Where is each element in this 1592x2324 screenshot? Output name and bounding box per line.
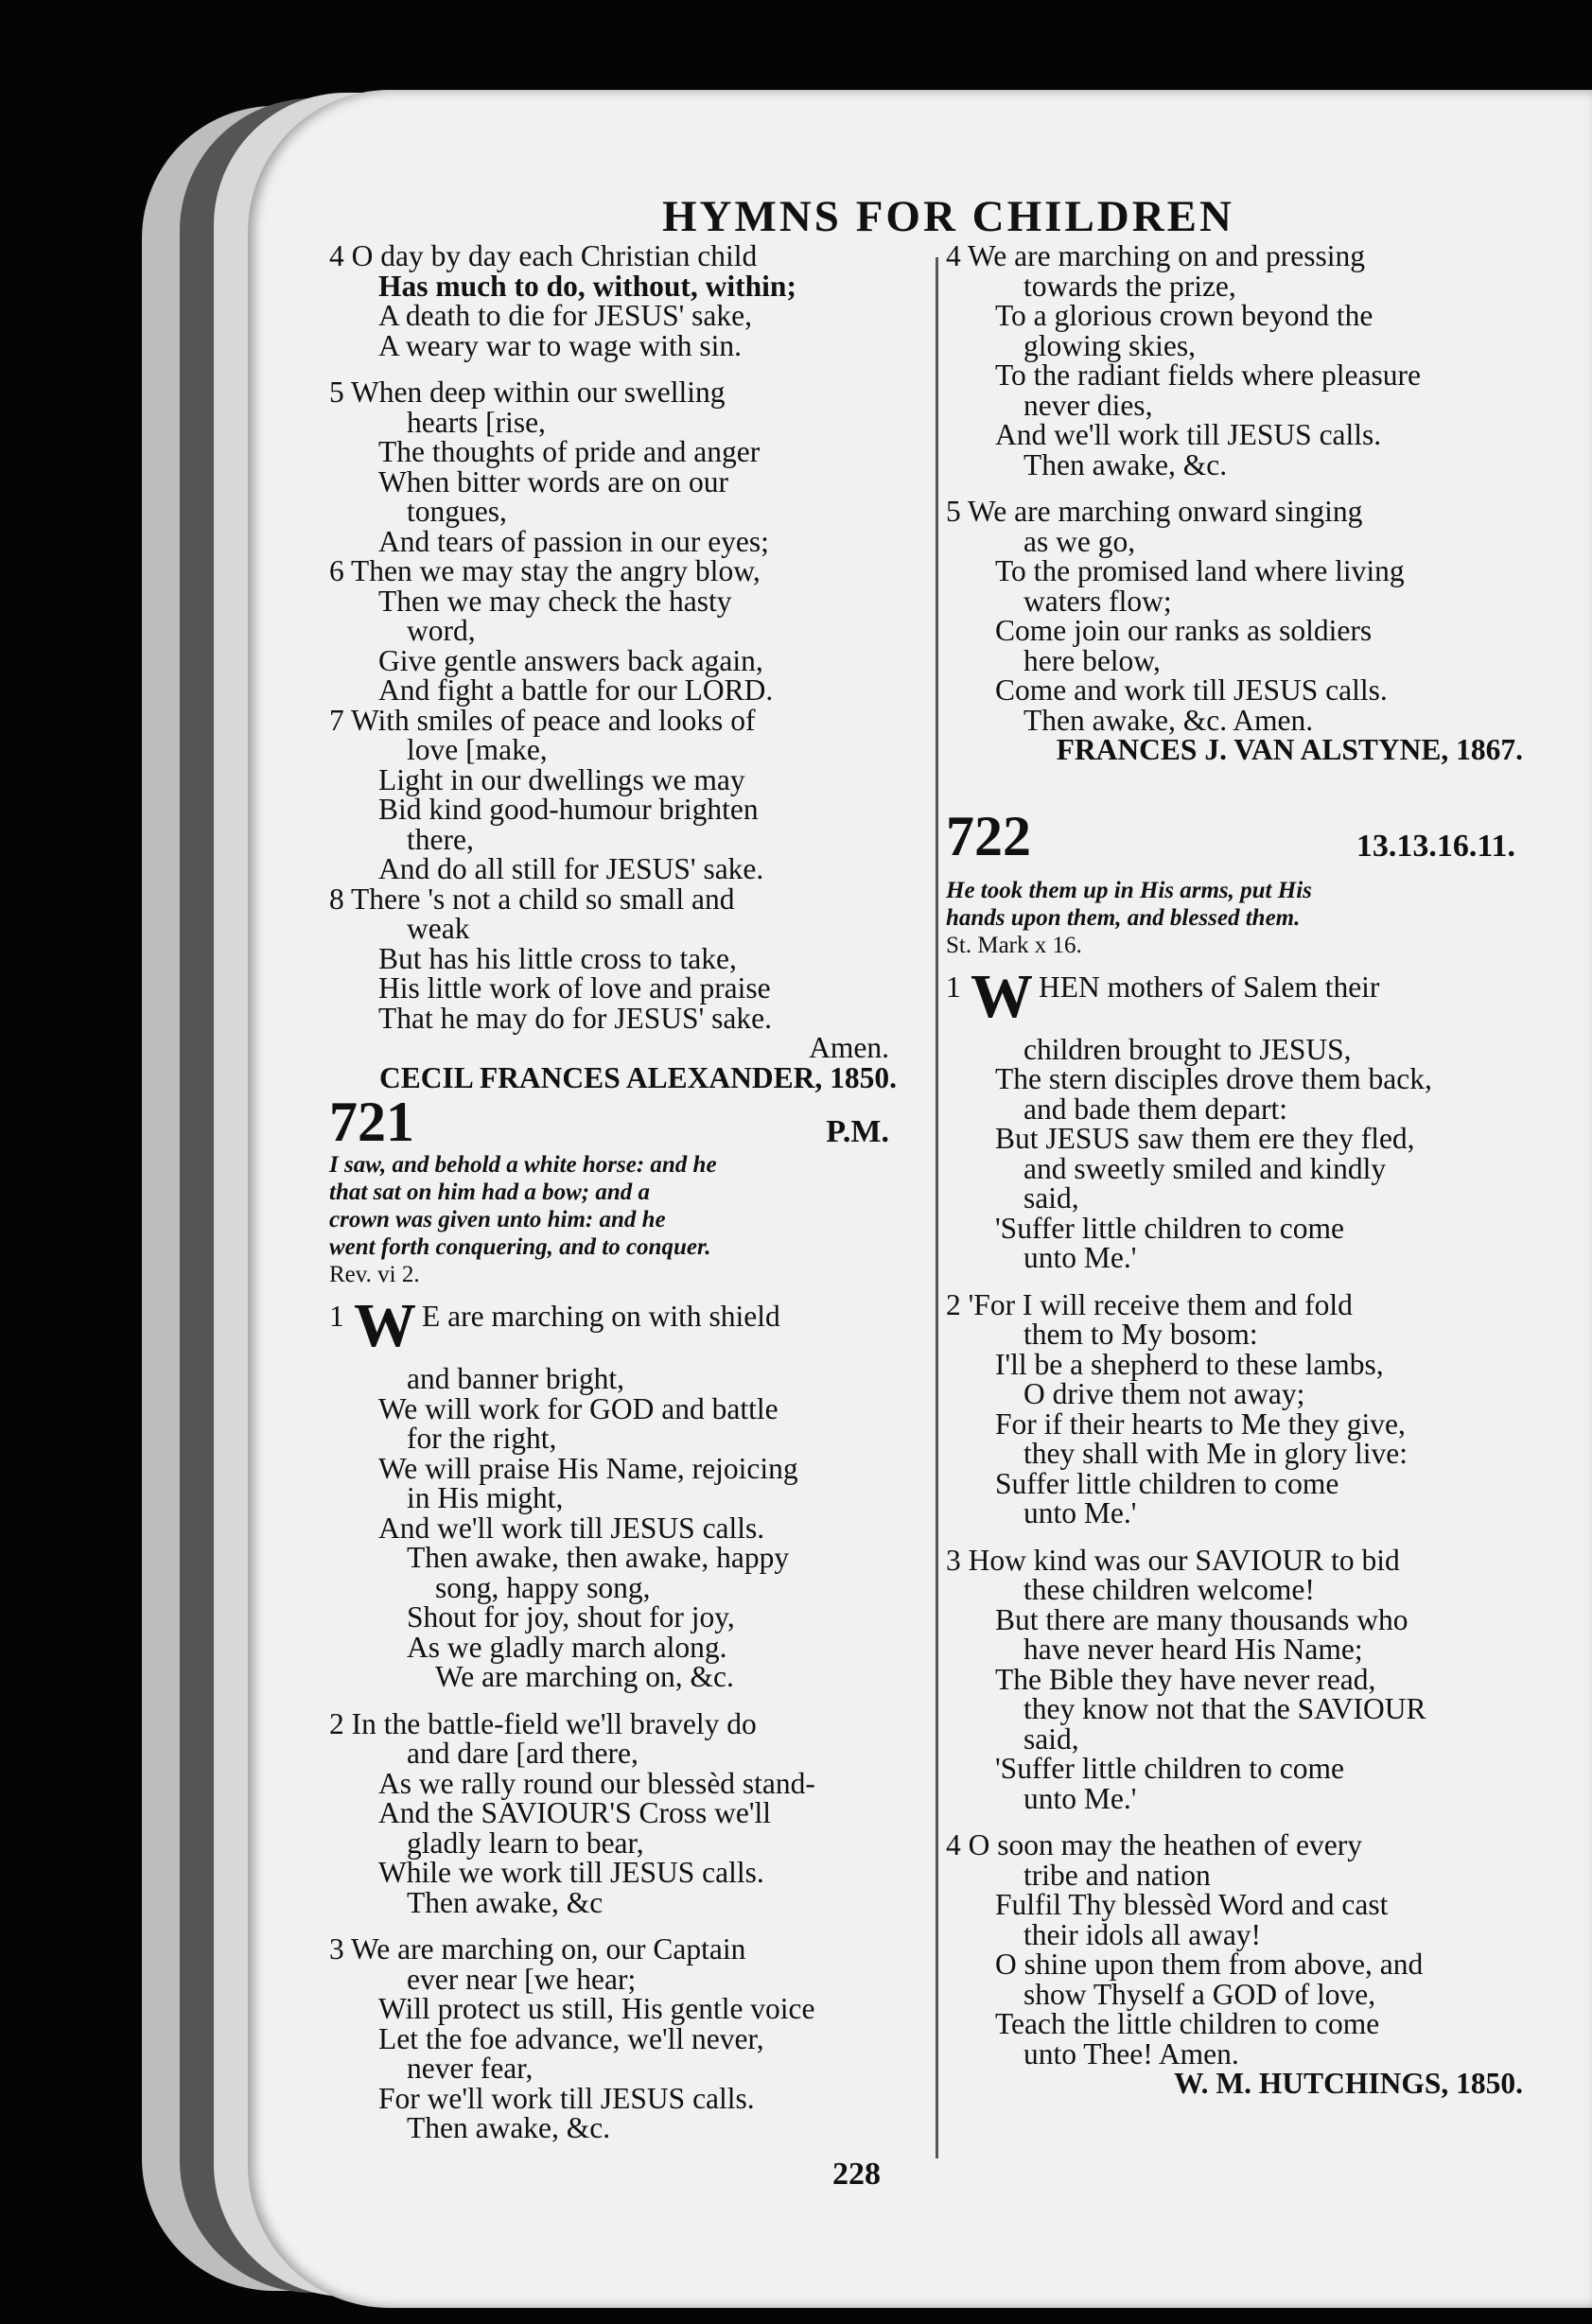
author-credit: FRANCES J. VAN ALSTYNE, 1867.	[1056, 733, 1523, 766]
verse-line: 4 O soon may the heathen of every	[946, 1828, 1362, 1861]
verse-line: The thoughts of pride and anger	[378, 435, 761, 468]
verse-line: To a glorious crown beyond the	[995, 299, 1373, 332]
verse-line: As we rally round our blessèd stand-	[378, 1766, 815, 1800]
verse-line: Then awake, &c. Amen.	[1023, 703, 1314, 737]
verse-line: waters flow;	[1023, 584, 1172, 618]
verse-line: and banner bright,	[407, 1362, 625, 1395]
verse-line: A weary war to wage with sin.	[378, 328, 743, 362]
verse-first-line	[946, 961, 1523, 1035]
verse-line: glowing skies,	[1023, 328, 1197, 362]
verse-line: A death to die for JESUS' sake,	[378, 299, 752, 332]
verse-line: But JESUS saw them ere they fled,	[995, 1122, 1415, 1155]
verse-line: ever near [we hear;	[407, 1962, 637, 1996]
verse-line: never dies,	[1023, 388, 1153, 422]
verse-line: We are marching on, &c.	[435, 1660, 734, 1693]
verse-line: And the SAVIOUR'S Cross we'll	[378, 1796, 772, 1829]
drop-cap: W	[354, 1291, 416, 1360]
verse-line: Then awake, then awake, happy	[407, 1541, 790, 1574]
epigraph-line: crown was given unto him: and he	[329, 1207, 666, 1232]
epigraph-line: went forth conquering, and to conquer.	[329, 1234, 711, 1260]
verse-line: Then awake, &c.	[1023, 447, 1228, 481]
epigraph-line: He took them up in His arms, put His	[946, 877, 1312, 903]
verse-line: tribe and nation	[1023, 1858, 1211, 1892]
page-number: 228	[832, 2157, 881, 2192]
hymn-721-verses	[329, 1291, 897, 2144]
hymn-720-verses	[329, 241, 897, 1033]
verse-line: never fear,	[407, 2052, 534, 2085]
verse-line: song, happy song,	[435, 1570, 651, 1604]
hymn-meter: P.M.	[826, 1114, 889, 1149]
verse-line: The stern disciples drove them back,	[995, 1062, 1432, 1095]
verse-line: And we'll work till JESUS calls.	[378, 1511, 765, 1545]
verse-line: We will work for GOD and battle	[378, 1391, 779, 1425]
verse-line: word,	[407, 614, 476, 647]
verse-line: gladly learn to bear,	[407, 1826, 644, 1860]
verse-line: And tears of passion in our eyes;	[378, 524, 769, 558]
verse-line: towards the prize,	[1023, 269, 1236, 303]
verse-line: HEN mothers of Salem their	[1039, 970, 1380, 1004]
verse-line: And fight a battle for our LORD.	[378, 673, 774, 707]
verse-line: unto Thee! Amen.	[1023, 2036, 1239, 2071]
verse-line: Then we may check the hasty	[378, 584, 732, 618]
verse-line: E are marching on with shield	[422, 1300, 780, 1333]
verse-line: 5 When deep within our swelling	[329, 376, 726, 409]
verse-line: unto Me.'	[1023, 1496, 1137, 1529]
hymn-721-epigraph	[329, 1151, 897, 1261]
right-column	[946, 241, 1523, 2099]
verse-gap	[946, 1273, 1523, 1290]
verse-line: 'Suffer little children to come	[995, 1211, 1344, 1245]
column-divider	[936, 257, 938, 2158]
epigraph-line: I saw, and behold a white horse: and he	[329, 1152, 717, 1178]
verse-line: Give gentle answers back again,	[378, 643, 763, 677]
verse-line: and dare [ard there,	[407, 1737, 639, 1770]
hymn-722-epigraph	[946, 877, 1523, 932]
verse-line: When bitter words are on our	[378, 464, 729, 498]
verse-line: 7 With smiles of peace and looks of	[329, 703, 756, 737]
verse-line: these children welcome!	[1023, 1573, 1315, 1606]
verse-line: have never heard His Name;	[1023, 1633, 1363, 1666]
hymn-722-verses	[946, 961, 1523, 2071]
verse-line: For if their hearts to Me they give,	[995, 1407, 1406, 1441]
verse-line: 6 Then we may stay the angry blow,	[329, 554, 761, 587]
verse-number: 1	[946, 970, 961, 1004]
verse-line: 5 We are marching onward singing	[946, 495, 1363, 528]
verse-line: children brought to JESUS,	[1023, 1032, 1352, 1066]
verse-line: While we work till JESUS calls.	[378, 1856, 764, 1889]
verse-line: But has his little cross to take,	[378, 941, 737, 975]
hymn-number: 722	[946, 804, 1031, 867]
verse-line: 2 'For I will receive them and fold	[946, 1287, 1353, 1321]
verse-line: Come join our ranks as soldiers	[995, 614, 1373, 647]
verse-line: But there are many thousands who	[995, 1602, 1408, 1636]
verse-line: love [make,	[407, 733, 548, 766]
verse-line: and sweetly smiled and kindly	[1023, 1151, 1387, 1185]
verse-line: said,	[1023, 1721, 1079, 1756]
verse-line: hearts [rise,	[407, 405, 546, 439]
verse-line: 4 We are marching on and pressing	[946, 239, 1365, 272]
verse-line: in His might,	[407, 1481, 564, 1514]
verse-line: 3 How kind was our SAVIOUR to bid	[946, 1543, 1400, 1577]
epigraph-reference: St. Mark x 16.	[946, 932, 1082, 958]
verse-line: Suffer little children to come	[995, 1466, 1339, 1500]
verse-line: Shout for joy, shout for joy,	[407, 1600, 735, 1634]
verse-line: As we gladly march along.	[407, 1630, 727, 1664]
hymn-meter: 13.13.16.11.	[1356, 828, 1515, 864]
verse-line: Has much to do, without, within;	[378, 269, 796, 303]
verse-line: And do all still for JESUS' sake.	[378, 852, 764, 885]
verse-line: Light in our dwellings we may	[378, 762, 745, 796]
verse-line: Bid kind good-humour brighten	[378, 793, 759, 826]
verse-gap	[329, 1692, 897, 1709]
verse-line: for the right,	[407, 1422, 557, 1455]
verse-line: 3 We are marching on, our Captain	[329, 1932, 746, 1966]
epigraph-reference: Rev. vi 2.	[329, 1262, 420, 1287]
verse-line: The Bible they have never read,	[995, 1662, 1376, 1696]
verse-gap	[946, 1529, 1523, 1546]
verse-line: Let the foe advance, we'll never,	[378, 2021, 764, 2055]
verse-line: Come and work till JESUS calls.	[995, 673, 1388, 707]
hymn-721-verses-cont	[946, 241, 1523, 735]
verse-line: them to My bosom:	[1023, 1318, 1258, 1351]
hymn-722-heading	[946, 804, 1523, 867]
epigraph-line: hands upon them, and blessed them.	[946, 904, 1301, 931]
verse-line: For we'll work till JESUS calls.	[378, 2081, 755, 2115]
verse-line: I'll be a shepherd to these lambs,	[995, 1347, 1384, 1381]
verse-line: To the radiant fields where pleasure	[995, 358, 1421, 392]
verse-line: there,	[407, 822, 474, 856]
verse-line: and bade them depart:	[1023, 1092, 1288, 1126]
verse-line: 4 O day by day each Christian child	[329, 239, 758, 272]
verse-first-line	[329, 1291, 897, 1364]
verse-line: 'Suffer little children to come	[995, 1752, 1344, 1785]
verse-line: unto Me.'	[1023, 1241, 1137, 1274]
verse-line: show Thyself a GOD of love,	[1023, 1977, 1376, 2011]
verse-line: 8 There 's not a child so small and	[329, 882, 735, 916]
verse-line: Fulfil Thy blessèd Word and cast	[995, 1888, 1389, 1921]
drop-cap: W	[971, 961, 1033, 1031]
verse-line: And we'll work till JESUS calls.	[995, 418, 1382, 451]
verse-line: We will praise His Name, rejoicing	[378, 1451, 798, 1485]
verse-line: Then awake, &c.	[407, 2111, 611, 2144]
verse-line: Will protect us still, His gentle voice	[378, 1992, 815, 2025]
verse-number: 1	[329, 1300, 344, 1333]
verse-line: unto Me.'	[1023, 1781, 1137, 1815]
page-header: HYMNS FOR CHILDREN	[662, 192, 1234, 241]
verse-line: here below,	[1023, 643, 1161, 677]
verse-line: as we go,	[1023, 524, 1136, 558]
verse-line: Teach the little children to come	[995, 2007, 1380, 2040]
verse-line: His little work of love and praise	[378, 971, 771, 1005]
verse-line: O drive them not away;	[1023, 1377, 1305, 1410]
left-column	[329, 241, 897, 2143]
author-credit: W. M. HUTCHINGS, 1850.	[1173, 2067, 1523, 2100]
hymn-number: 721	[329, 1091, 414, 1153]
author-credit: CECIL FRANCES ALEXANDER, 1850.	[379, 1060, 897, 1094]
amen-text: Amen.	[809, 1031, 889, 1064]
epigraph-line: that sat on him had a bow; and a	[329, 1179, 650, 1205]
verse-line: 2 In the battle-field we'll bravely do	[329, 1706, 757, 1740]
hymn-721-heading	[329, 1092, 897, 1151]
verse-line: they shall with Me in glory live:	[1023, 1437, 1408, 1470]
verse-line: Then awake, &c	[407, 1885, 604, 1919]
verse-line: tongues,	[407, 495, 507, 528]
verse-line: they know not that the SAVIOUR	[1023, 1692, 1426, 1725]
verse-line: O shine upon them from above, and	[995, 1948, 1424, 1981]
verse-line: weak	[407, 912, 470, 945]
verse-line: That he may do for JESUS' sake.	[378, 1001, 772, 1035]
verse-line: To the promised land where living	[995, 554, 1405, 587]
verse-line: their idols all away!	[1023, 1917, 1262, 1951]
verse-line: said,	[1023, 1181, 1079, 1214]
